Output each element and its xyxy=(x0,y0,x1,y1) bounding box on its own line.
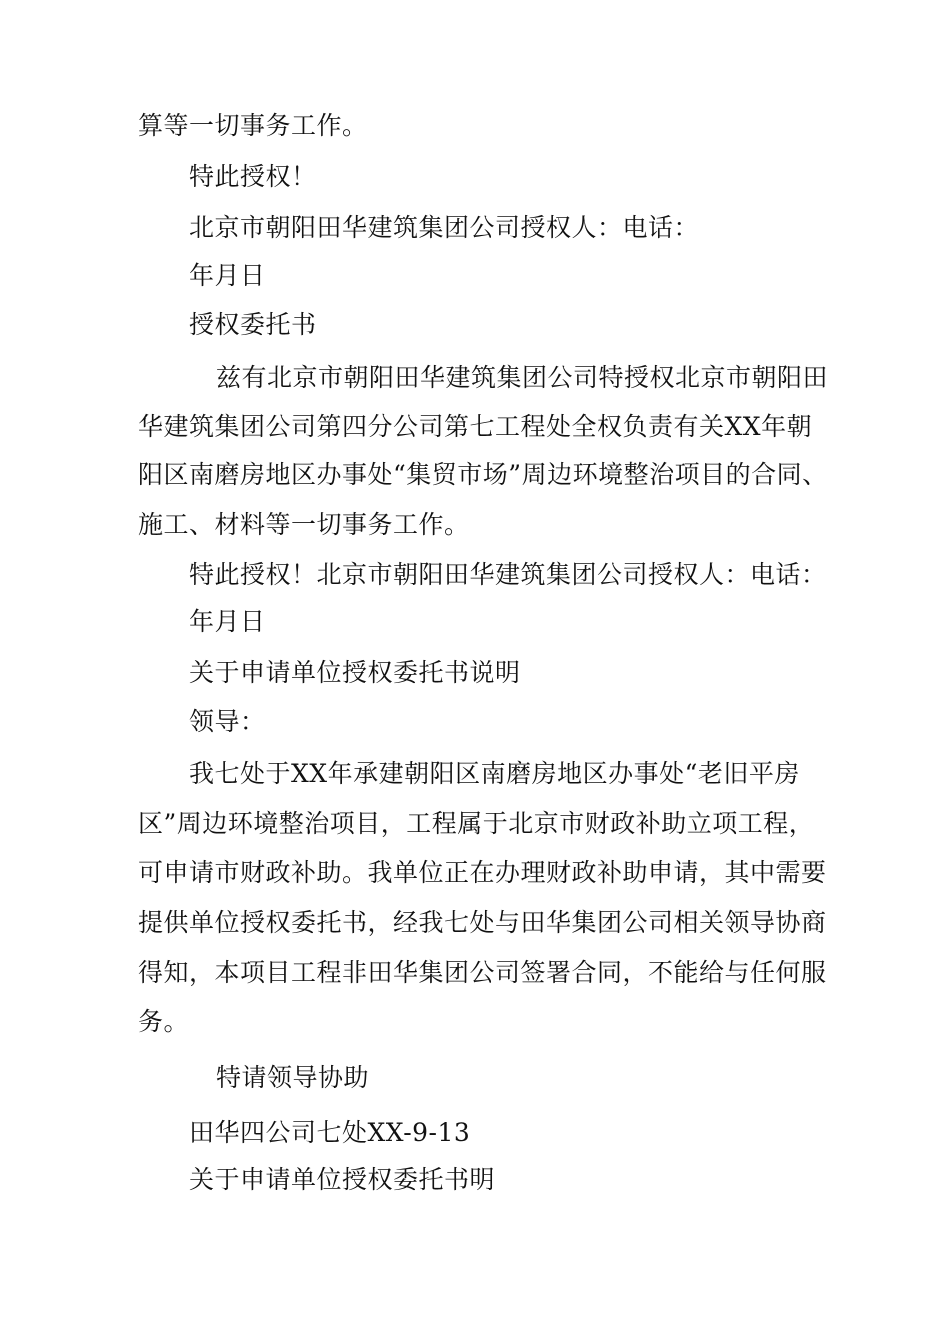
signature-date: 田华四公司七处XX-9-13 xyxy=(189,1118,471,1147)
section-heading: 授权委托书 xyxy=(189,310,317,339)
text-line: 北京市朝阳田华建筑集团公司授权人：电话： xyxy=(189,213,700,242)
text-line: 得知，本项目工程非田华集团公司签署合同，不能给与任何服 xyxy=(138,958,827,987)
text-line: 兹有北京市朝阳田华建筑集团公司特授权北京市朝阳田 xyxy=(216,363,829,392)
text-line: 华建筑集团公司第四分公司第七工程处全权负责有关XX年朝 xyxy=(138,412,813,441)
text-line: 年月日 xyxy=(189,607,266,636)
salutation: 领导： xyxy=(189,707,266,736)
text-line: 算等一切事务工作。 xyxy=(138,111,368,140)
text-line: 特此授权！北京市朝阳田华建筑集团公司授权人：电话： xyxy=(189,560,827,589)
text-line: 我七处于XX年承建朝阳区南磨房地区办事处“老旧平房 xyxy=(189,759,800,788)
text-line: 务。 xyxy=(138,1007,190,1036)
closing-line: 特请领导协助 xyxy=(216,1063,370,1092)
section-heading: 关于申请单位授权委托书说明 xyxy=(189,658,521,687)
section-heading: 关于申请单位授权委托书明 xyxy=(189,1165,496,1194)
text-line: 可申请市财政补助。我单位正在办理财政补助申请，其中需要 xyxy=(138,858,827,887)
text-line: 区”周边环境整治项目，工程属于北京市财政补助立项工程， xyxy=(138,809,815,838)
text-line: 提供单位授权委托书，经我七处与田华集团公司相关领导协商 xyxy=(138,908,827,937)
text-line: 年月日 xyxy=(189,261,266,290)
text-line: 阳区南磨房地区办事处“集贸市场”周边环境整治项目的合同、 xyxy=(138,460,828,489)
text-line: 施工、材料等一切事务工作。 xyxy=(138,510,470,539)
text-line: 特此授权！ xyxy=(189,162,317,191)
